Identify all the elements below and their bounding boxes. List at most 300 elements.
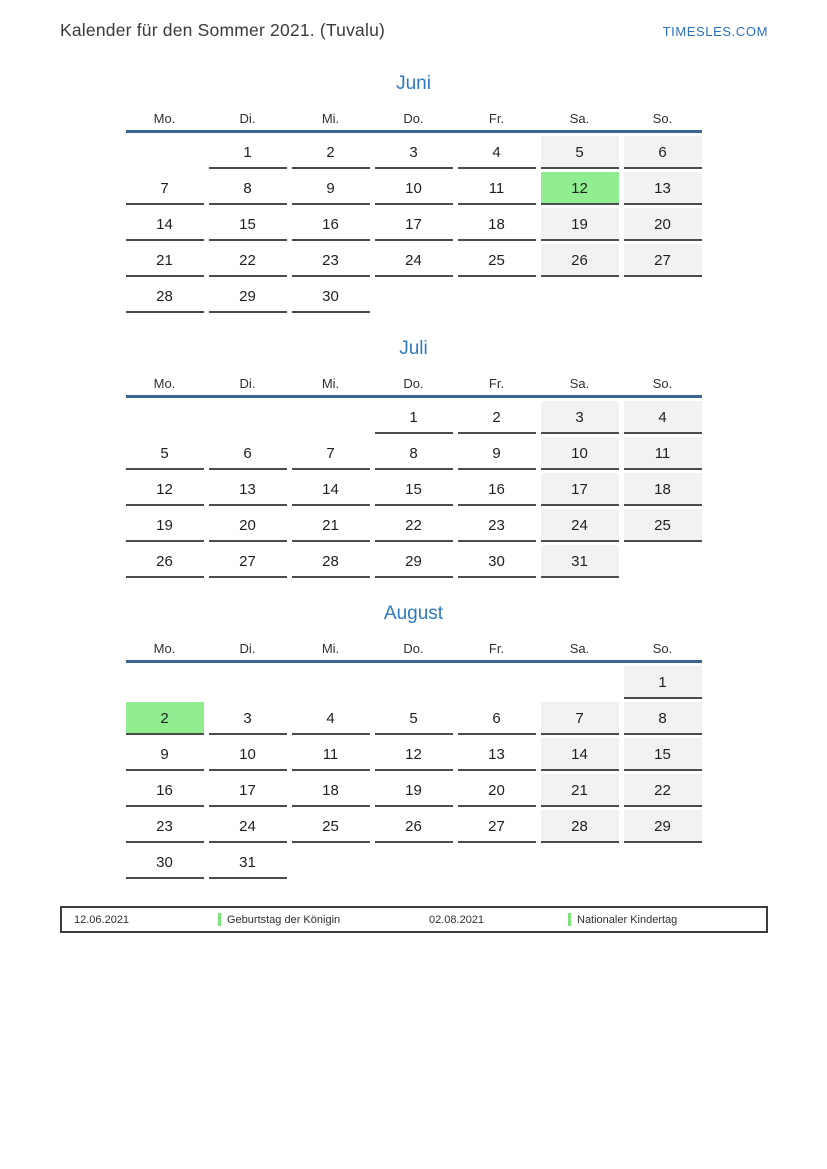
day-cell bbox=[126, 205, 204, 241]
day-cell bbox=[209, 434, 287, 470]
day-box bbox=[375, 136, 453, 169]
day-box bbox=[209, 437, 287, 470]
day-box bbox=[541, 473, 619, 506]
day-number: 25 bbox=[488, 252, 505, 269]
legend-date: 02.08.2021 bbox=[429, 913, 485, 926]
day-number: 17 bbox=[571, 481, 588, 498]
day-number: 5 bbox=[160, 445, 169, 462]
day-number: 8 bbox=[409, 445, 418, 462]
day-cell bbox=[126, 699, 204, 735]
day-cell bbox=[375, 542, 453, 578]
day-cell bbox=[624, 205, 702, 241]
day-cell bbox=[292, 735, 370, 771]
day-cell bbox=[541, 735, 619, 771]
day-box bbox=[292, 172, 370, 205]
day-cell bbox=[209, 133, 287, 169]
day-box bbox=[375, 172, 453, 205]
weekday-header-row bbox=[126, 375, 702, 398]
weekday-label: So. bbox=[652, 641, 673, 656]
day-cell bbox=[209, 771, 287, 807]
day-number: 29 bbox=[239, 288, 256, 305]
empty-cell bbox=[541, 843, 619, 879]
day-cell bbox=[458, 133, 536, 169]
weekday-label: Fr. bbox=[488, 111, 505, 126]
day-number: 28 bbox=[322, 553, 339, 570]
day-number: 22 bbox=[405, 517, 422, 534]
day-number: 21 bbox=[571, 782, 588, 799]
day-number: 17 bbox=[239, 782, 256, 799]
day-number: 3 bbox=[409, 144, 418, 161]
day-number: 13 bbox=[488, 746, 505, 763]
day-box bbox=[624, 738, 702, 771]
day-number: 4 bbox=[492, 144, 501, 161]
brand-link[interactable]: TIMESLES.COM bbox=[662, 24, 768, 39]
day-number: 26 bbox=[571, 252, 588, 269]
legend-date: 12.06.2021 bbox=[74, 913, 130, 926]
empty-cell bbox=[541, 663, 619, 699]
day-box bbox=[458, 738, 536, 771]
day-cell bbox=[541, 506, 619, 542]
day-number: 14 bbox=[571, 746, 588, 763]
day-cell bbox=[375, 169, 453, 205]
day-box bbox=[126, 437, 204, 470]
weekday-header-row bbox=[126, 110, 702, 133]
day-number: 27 bbox=[239, 553, 256, 570]
day-number: 12 bbox=[405, 746, 422, 763]
day-box bbox=[375, 702, 453, 735]
day-box bbox=[209, 208, 287, 241]
day-cell bbox=[375, 735, 453, 771]
legend-color-bar bbox=[218, 913, 221, 926]
day-number: 30 bbox=[322, 288, 339, 305]
day-number: 19 bbox=[405, 782, 422, 799]
weekday-label: Di. bbox=[239, 111, 256, 126]
day-cell bbox=[126, 807, 204, 843]
day-box bbox=[292, 136, 370, 169]
month-grid bbox=[126, 133, 702, 313]
legend-label: Geburtstag der Königin bbox=[227, 913, 341, 926]
month-title: Juni bbox=[396, 73, 431, 94]
day-cell bbox=[624, 663, 702, 699]
legend-label: Nationaler Kindertag bbox=[577, 913, 678, 926]
day-number: 24 bbox=[239, 818, 256, 835]
day-box bbox=[541, 738, 619, 771]
day-cell bbox=[541, 398, 619, 434]
day-number: 10 bbox=[239, 746, 256, 763]
weekday-label: Do. bbox=[403, 376, 424, 391]
day-box bbox=[375, 545, 453, 578]
day-cell bbox=[292, 542, 370, 578]
day-number: 31 bbox=[239, 854, 256, 871]
empty-cell bbox=[624, 542, 702, 578]
day-cell bbox=[126, 277, 204, 313]
day-box bbox=[375, 738, 453, 771]
day-number: 18 bbox=[322, 782, 339, 799]
weekday-label: So. bbox=[652, 376, 673, 391]
day-box bbox=[375, 208, 453, 241]
day-number: 2 bbox=[160, 710, 169, 727]
day-number: 29 bbox=[654, 818, 671, 835]
day-cell bbox=[541, 699, 619, 735]
empty-cell bbox=[126, 663, 204, 699]
day-cell bbox=[624, 398, 702, 434]
day-cell bbox=[458, 205, 536, 241]
day-box bbox=[209, 810, 287, 843]
day-cell bbox=[458, 542, 536, 578]
day-number: 20 bbox=[488, 782, 505, 799]
day-cell bbox=[126, 169, 204, 205]
day-box bbox=[375, 509, 453, 542]
empty-cell bbox=[126, 398, 204, 434]
day-number: 11 bbox=[654, 445, 671, 462]
day-number: 23 bbox=[322, 252, 339, 269]
day-number: 2 bbox=[492, 409, 501, 426]
day-number: 4 bbox=[326, 710, 335, 727]
day-box bbox=[458, 437, 536, 470]
day-box bbox=[209, 280, 287, 313]
day-cell bbox=[209, 470, 287, 506]
day-box bbox=[624, 136, 702, 169]
day-box bbox=[292, 774, 370, 807]
day-number: 18 bbox=[488, 216, 505, 233]
day-number: 24 bbox=[571, 517, 588, 534]
day-box-highlighted bbox=[126, 702, 204, 735]
day-number: 12 bbox=[156, 481, 173, 498]
day-number: 30 bbox=[488, 553, 505, 570]
day-box bbox=[292, 473, 370, 506]
day-number: 24 bbox=[405, 252, 422, 269]
day-number: 8 bbox=[243, 180, 252, 197]
day-cell bbox=[126, 771, 204, 807]
day-box bbox=[458, 810, 536, 843]
day-box bbox=[126, 545, 204, 578]
day-cell bbox=[541, 434, 619, 470]
day-cell bbox=[375, 434, 453, 470]
day-cell bbox=[624, 807, 702, 843]
day-box bbox=[624, 473, 702, 506]
day-number: 16 bbox=[156, 782, 173, 799]
day-box bbox=[458, 545, 536, 578]
weekday-label: Mi. bbox=[321, 641, 340, 656]
empty-cell bbox=[292, 663, 370, 699]
weekday-label: Sa. bbox=[569, 641, 590, 656]
day-cell bbox=[292, 277, 370, 313]
weekday-label: Di. bbox=[239, 376, 256, 391]
day-number: 14 bbox=[322, 481, 339, 498]
empty-cell bbox=[375, 663, 453, 699]
day-number: 12 bbox=[571, 180, 588, 197]
day-number: 9 bbox=[326, 180, 335, 197]
day-number: 25 bbox=[322, 818, 339, 835]
day-number: 3 bbox=[575, 409, 584, 426]
day-number: 26 bbox=[405, 818, 422, 835]
day-cell bbox=[458, 735, 536, 771]
empty-cell bbox=[624, 277, 702, 313]
day-cell bbox=[624, 771, 702, 807]
day-cell bbox=[375, 398, 453, 434]
empty-cell bbox=[458, 277, 536, 313]
day-number: 22 bbox=[654, 782, 671, 799]
day-box bbox=[126, 774, 204, 807]
day-number: 10 bbox=[571, 445, 588, 462]
day-box bbox=[126, 280, 204, 313]
day-number: 5 bbox=[575, 144, 584, 161]
day-cell bbox=[375, 807, 453, 843]
empty-cell bbox=[126, 133, 204, 169]
day-box bbox=[458, 401, 536, 434]
day-box bbox=[624, 401, 702, 434]
day-box bbox=[126, 473, 204, 506]
empty-cell bbox=[375, 277, 453, 313]
weekday-label: Do. bbox=[403, 641, 424, 656]
empty-cell bbox=[624, 843, 702, 879]
weekday-label: Mo. bbox=[153, 641, 176, 656]
weekday-label: Fr. bbox=[488, 376, 505, 391]
day-box bbox=[458, 208, 536, 241]
day-cell bbox=[458, 771, 536, 807]
day-box bbox=[541, 774, 619, 807]
day-number: 31 bbox=[571, 553, 588, 570]
weekday-label: Mi. bbox=[321, 376, 340, 391]
day-cell bbox=[209, 843, 287, 879]
day-box bbox=[126, 846, 204, 879]
day-number: 13 bbox=[654, 180, 671, 197]
day-cell bbox=[209, 735, 287, 771]
day-cell bbox=[541, 470, 619, 506]
day-number: 13 bbox=[239, 481, 256, 498]
day-box bbox=[209, 846, 287, 879]
weekday-label: So. bbox=[652, 111, 673, 126]
day-box bbox=[624, 437, 702, 470]
day-cell bbox=[541, 241, 619, 277]
day-number: 7 bbox=[575, 710, 584, 727]
empty-cell bbox=[458, 663, 536, 699]
day-box bbox=[458, 509, 536, 542]
day-cell bbox=[375, 241, 453, 277]
day-box bbox=[126, 244, 204, 277]
day-cell bbox=[126, 470, 204, 506]
day-number: 16 bbox=[322, 216, 339, 233]
day-box bbox=[292, 702, 370, 735]
empty-cell bbox=[375, 843, 453, 879]
day-box bbox=[375, 473, 453, 506]
day-cell bbox=[624, 699, 702, 735]
day-cell bbox=[292, 506, 370, 542]
day-number: 26 bbox=[156, 553, 173, 570]
day-box bbox=[624, 208, 702, 241]
day-box bbox=[209, 738, 287, 771]
day-number: 15 bbox=[239, 216, 256, 233]
day-box bbox=[541, 136, 619, 169]
weekday-label: Mo. bbox=[153, 111, 176, 126]
day-number: 6 bbox=[492, 710, 501, 727]
day-number: 23 bbox=[156, 818, 173, 835]
weekday-label: Mo. bbox=[153, 376, 176, 391]
day-box bbox=[292, 280, 370, 313]
day-number: 19 bbox=[571, 216, 588, 233]
day-box bbox=[458, 172, 536, 205]
legend-item bbox=[568, 913, 766, 926]
day-number: 6 bbox=[243, 445, 252, 462]
day-cell bbox=[292, 470, 370, 506]
legend-item bbox=[218, 913, 429, 926]
day-box bbox=[541, 702, 619, 735]
day-cell bbox=[209, 699, 287, 735]
day-box bbox=[458, 702, 536, 735]
day-box bbox=[458, 473, 536, 506]
day-cell bbox=[458, 699, 536, 735]
day-cell bbox=[624, 735, 702, 771]
day-box bbox=[292, 437, 370, 470]
day-box bbox=[292, 208, 370, 241]
day-cell bbox=[624, 169, 702, 205]
legend-box bbox=[60, 906, 768, 933]
day-cell bbox=[126, 434, 204, 470]
day-box bbox=[126, 208, 204, 241]
day-box bbox=[624, 810, 702, 843]
day-cell bbox=[541, 771, 619, 807]
day-cell bbox=[292, 807, 370, 843]
day-cell bbox=[375, 771, 453, 807]
day-box bbox=[126, 738, 204, 771]
day-cell bbox=[624, 434, 702, 470]
weekday-header-row bbox=[126, 640, 702, 663]
weekday-label: Mi. bbox=[321, 111, 340, 126]
day-cell bbox=[458, 506, 536, 542]
month-grid bbox=[126, 398, 702, 578]
day-number: 20 bbox=[654, 216, 671, 233]
empty-cell bbox=[209, 398, 287, 434]
day-number: 27 bbox=[488, 818, 505, 835]
month-august bbox=[126, 602, 702, 879]
month-title: Juli bbox=[399, 338, 428, 359]
day-number: 5 bbox=[409, 710, 418, 727]
day-box bbox=[624, 774, 702, 807]
day-cell bbox=[126, 542, 204, 578]
day-number: 1 bbox=[409, 409, 418, 426]
day-cell bbox=[624, 241, 702, 277]
day-cell bbox=[458, 241, 536, 277]
day-cell bbox=[624, 506, 702, 542]
day-number: 1 bbox=[658, 674, 667, 691]
day-box bbox=[126, 172, 204, 205]
day-box bbox=[375, 401, 453, 434]
day-cell bbox=[292, 699, 370, 735]
day-cell bbox=[292, 241, 370, 277]
day-box bbox=[292, 244, 370, 277]
day-box bbox=[541, 401, 619, 434]
day-box bbox=[292, 509, 370, 542]
day-box bbox=[541, 208, 619, 241]
day-cell bbox=[458, 470, 536, 506]
day-box bbox=[541, 244, 619, 277]
day-number: 27 bbox=[654, 252, 671, 269]
day-box bbox=[541, 545, 619, 578]
day-cell bbox=[375, 133, 453, 169]
day-cell bbox=[209, 542, 287, 578]
day-number: 11 bbox=[488, 180, 505, 197]
day-box bbox=[458, 244, 536, 277]
day-number: 23 bbox=[488, 517, 505, 534]
day-cell bbox=[541, 807, 619, 843]
day-box bbox=[292, 810, 370, 843]
day-box bbox=[209, 172, 287, 205]
day-number: 7 bbox=[326, 445, 335, 462]
day-cell bbox=[541, 542, 619, 578]
page-title: Kalender für den Sommer 2021. (Tuvalu) bbox=[60, 20, 386, 40]
day-number: 8 bbox=[658, 710, 667, 727]
empty-cell bbox=[292, 398, 370, 434]
day-box bbox=[292, 738, 370, 771]
day-box bbox=[458, 774, 536, 807]
day-number: 2 bbox=[326, 144, 335, 161]
day-box bbox=[209, 545, 287, 578]
day-cell bbox=[209, 277, 287, 313]
day-box bbox=[209, 473, 287, 506]
day-box bbox=[624, 172, 702, 205]
day-box-highlighted bbox=[541, 172, 619, 205]
day-number: 7 bbox=[160, 180, 169, 197]
day-box bbox=[209, 136, 287, 169]
day-box bbox=[375, 437, 453, 470]
day-box bbox=[624, 509, 702, 542]
day-number: 28 bbox=[571, 818, 588, 835]
day-cell bbox=[458, 169, 536, 205]
day-cell bbox=[292, 133, 370, 169]
month-juli bbox=[126, 337, 702, 578]
day-box bbox=[624, 702, 702, 735]
empty-cell bbox=[209, 663, 287, 699]
day-cell bbox=[126, 506, 204, 542]
day-cell bbox=[292, 205, 370, 241]
day-number: 9 bbox=[492, 445, 501, 462]
empty-cell bbox=[541, 277, 619, 313]
day-cell bbox=[458, 807, 536, 843]
day-cell bbox=[624, 470, 702, 506]
month-grid bbox=[126, 663, 702, 879]
day-box bbox=[126, 810, 204, 843]
day-number: 25 bbox=[654, 517, 671, 534]
day-number: 10 bbox=[405, 180, 422, 197]
day-number: 6 bbox=[658, 144, 667, 161]
day-cell bbox=[375, 205, 453, 241]
empty-cell bbox=[458, 843, 536, 879]
day-number: 11 bbox=[322, 746, 339, 763]
day-number: 14 bbox=[156, 216, 173, 233]
day-cell bbox=[209, 205, 287, 241]
day-number: 18 bbox=[654, 481, 671, 498]
day-number: 30 bbox=[156, 854, 173, 871]
day-cell bbox=[126, 241, 204, 277]
day-box bbox=[624, 244, 702, 277]
day-number: 4 bbox=[658, 409, 667, 426]
day-cell bbox=[209, 241, 287, 277]
day-box bbox=[375, 244, 453, 277]
day-cell bbox=[292, 169, 370, 205]
day-number: 15 bbox=[405, 481, 422, 498]
day-number: 28 bbox=[156, 288, 173, 305]
day-number: 16 bbox=[488, 481, 505, 498]
weekday-label: Di. bbox=[239, 641, 256, 656]
day-number: 19 bbox=[156, 517, 173, 534]
day-box bbox=[541, 509, 619, 542]
weekday-label: Sa. bbox=[569, 111, 590, 126]
day-box bbox=[126, 509, 204, 542]
day-box bbox=[541, 810, 619, 843]
day-cell bbox=[541, 133, 619, 169]
day-cell bbox=[375, 470, 453, 506]
day-box bbox=[209, 244, 287, 277]
